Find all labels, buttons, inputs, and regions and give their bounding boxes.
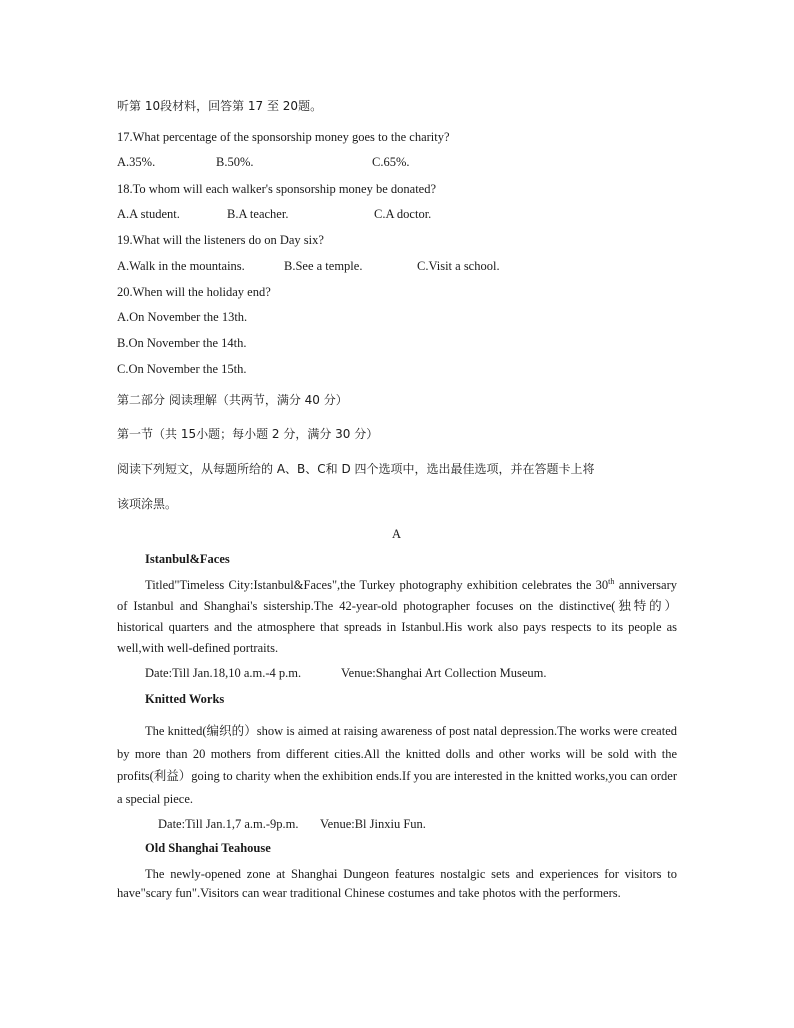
part2-title: 第二部分 阅读理解（共两节，满分 40 分） [117,393,348,407]
item2-body [117,720,677,810]
item3-body-text: The newly-opened zone at Shanghai Dungeon features nostalgic sets and experiences for visitors to have"scary fun".Visitors can wear traditional Chinese costumes and take photos with the performers. [117,867,677,900]
q18-option-b: B.A teacher. [227,207,289,221]
question-19: 19.What will the listeners do on Day six? [117,233,324,247]
item2-date: Date:Till Jan.1,7 a.m.-9p.m. [158,817,299,831]
item1-body-text-cont: anniversary of Istanbul and Shanghai's sistership.The 42-year-old photographer focuses on the distinctive(独特的）historical quarters and the atmosphere that spreads in Istanbul.His work also pays respects to its people as well,with well-defined portraits. [117,578,677,655]
q20-option-c: C.On November the 15th. [117,362,247,376]
q17-option-b: B.50%. [216,155,254,169]
item3-title: Old Shanghai Teahouse [145,841,271,855]
q20-option-a: A.On November the 13th. [117,310,248,324]
item1-title: Istanbul&Faces [145,552,230,566]
question-17: 17.What percentage of the sponsorship money goes to the charity? [117,130,450,144]
item1-superscript: th [608,576,615,586]
instruction-line-2: 该项涂黑。 [117,497,178,511]
item1-body-text: Titled"Timeless City:Istanbul&Faces",the Turkey photography exhibition celebrates the 30 [145,578,609,592]
q18-option-c: C.A doctor. [374,207,432,221]
q20-option-b: B.On November the 14th. [117,336,247,350]
question-20: 20.When will the holiday end? [117,285,271,299]
item2-body-text: The knitted(编织的）show is aimed at raising awareness of post natal depression.The works were created by more than 20 mothers from different cities.All the knitted dolls and other works will be sold with the profits(利益）going to charity when the exhibition ends.If you are interested in the knitted works,you can order a special piece. [117,724,677,806]
section1-title: 第一节（共 15小题；每小题 2 分，满分 30 分） [117,427,379,441]
section-intro: 听第 10段材料，回答第 17 至 20题。 [117,99,323,113]
q17-option-a: A.35%. [117,155,156,169]
item1-body [117,575,677,659]
question-18: 18.To whom will each walker's sponsorship money be donated? [117,182,437,196]
item2-title: Knitted Works [145,692,225,706]
item1-venue: Venue:Shanghai Art Collection Museum. [341,666,547,680]
item1-date: Date:Till Jan.18,10 a.m.-4 p.m. [145,666,302,680]
instruction-line-1: 阅读下列短文，从每题所给的 A、B、C和 D 四个选项中，选出最佳选项，并在答题卡上将 [117,462,595,476]
q19-option-b: B.See a temple. [284,259,363,273]
q18-option-a: A.A student. [117,207,180,221]
q19-option-a: A.Walk in the mountains. [117,259,245,273]
q17-option-c: C.65%. [372,155,410,169]
q19-option-c: C.Visit a school. [417,259,500,273]
passage-letter: A [392,527,402,541]
item2-venue: Venue:Bl Jinxiu Fun. [320,817,426,831]
item3-body [117,865,677,902]
